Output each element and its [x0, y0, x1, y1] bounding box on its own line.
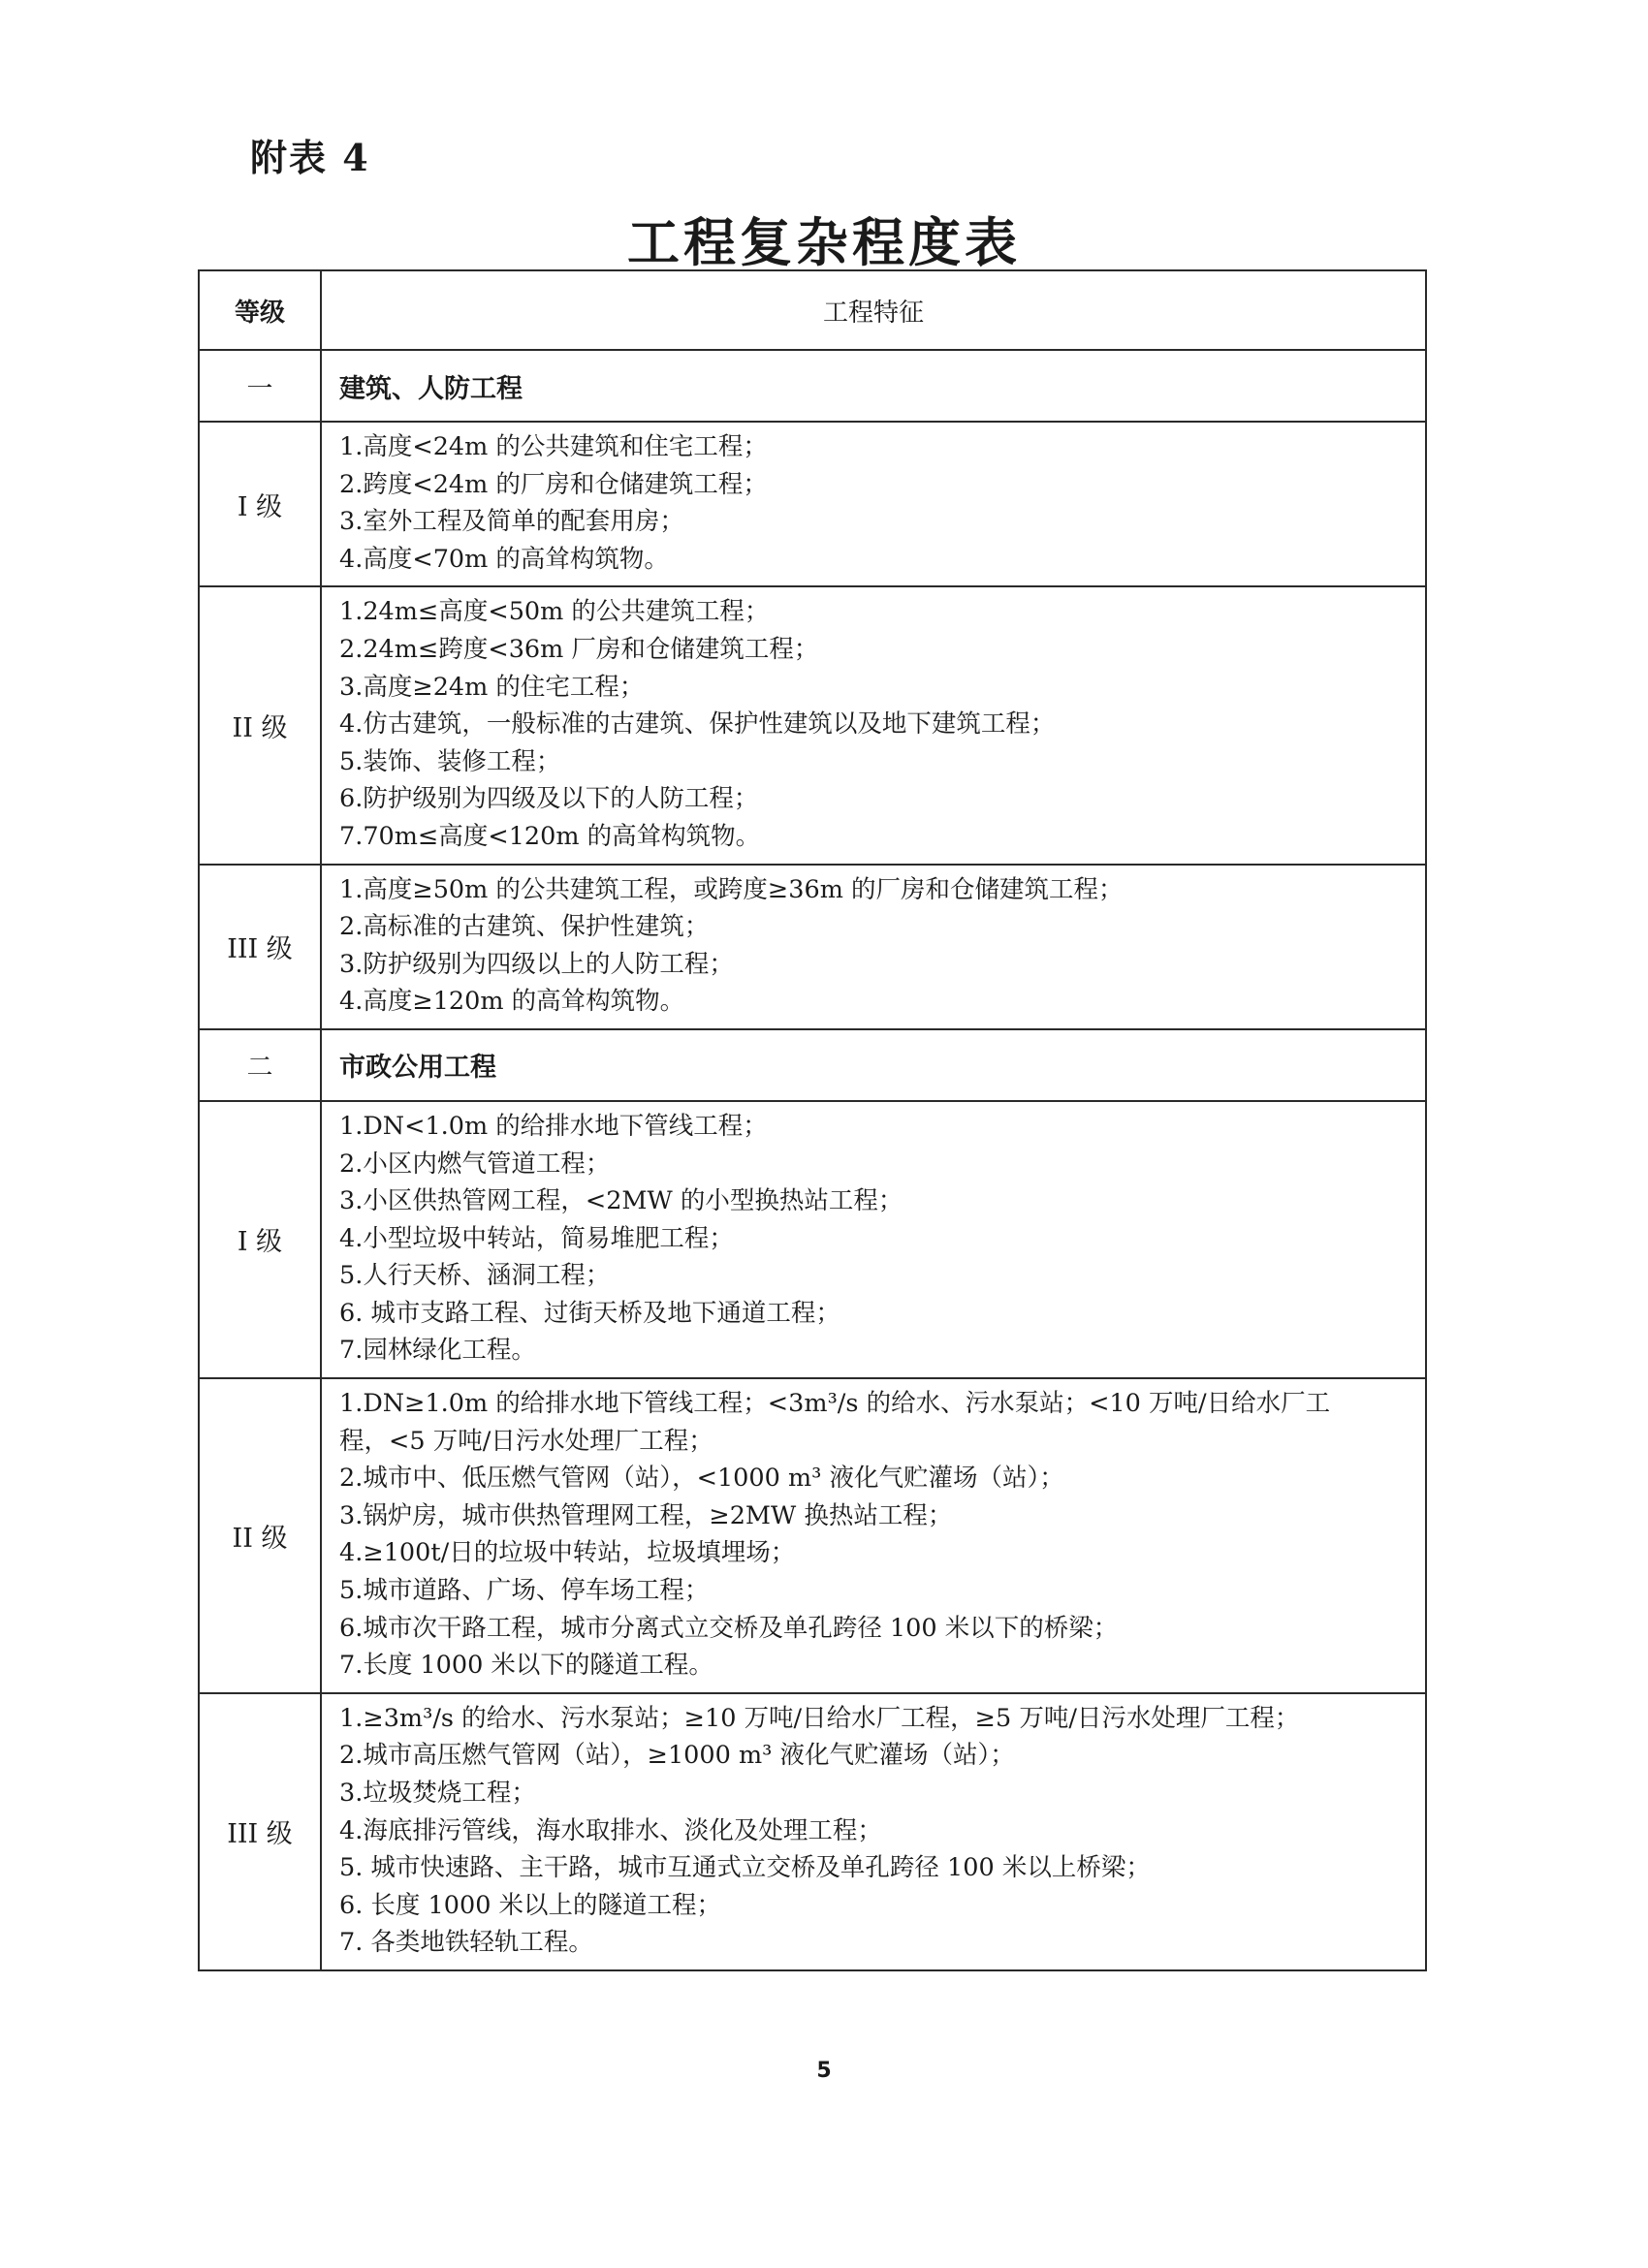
feature-line: 6. 长度 1000 米以上的隧道工程；: [339, 1890, 722, 1920]
feature-line: 3.垃圾焚烧工程；: [339, 1779, 536, 1808]
feature-line: 7. 各类地铁轻轨工程。: [339, 1928, 593, 1958]
feature-line: 5. 城市快速路、主干路，城市互通式立交桥及单孔跨径 100 米以上桥梁；: [339, 1853, 1151, 1883]
grade-label: I 级: [199, 422, 321, 586]
feature-line: 4.高度<70m 的高耸构筑物。: [339, 544, 669, 574]
section-row: [199, 350, 1426, 422]
grade-label: III 级: [199, 865, 321, 1029]
feature-line: 6.城市次干路工程，城市分离式立交桥及单孔跨径 100 米以下的桥梁；: [339, 1613, 1119, 1643]
feature-line: 3.室外工程及简单的配套用房；: [339, 507, 684, 537]
feature-line: 5.人行天桥、涵洞工程；: [339, 1261, 611, 1291]
table-row: [199, 1378, 1426, 1693]
feature-line: 2.城市高压燃气管网（站），≥1000 m³ 液化气贮灌场（站）；: [339, 1741, 1015, 1771]
grade-label: III 级: [199, 1693, 321, 1970]
grade-label: II 级: [199, 586, 321, 864]
feature-line: 2.24m≤跨度<36m 厂房和仓储建筑工程；: [339, 634, 819, 664]
section-title: 建筑、人防工程: [321, 350, 1426, 422]
table-body: [199, 350, 1426, 1970]
feature-line: 2.跨度<24m 的厂房和仓储建筑工程；: [339, 469, 768, 499]
header-grade: 等级: [199, 270, 321, 350]
appendix-label: 附表 4: [250, 136, 370, 179]
features-cell: [321, 865, 1426, 1029]
grade-label: I 级: [199, 1101, 321, 1378]
features-cell: [321, 422, 1426, 586]
feature-line: 2.城市中、低压燃气管网（站），<1000 m³ 液化气贮灌场（站）；: [339, 1464, 1064, 1494]
feature-line: 5.城市道路、广场、停车场工程；: [339, 1576, 710, 1606]
feature-line: 1.高度≥50m 的公共建筑工程，或跨度≥36m 的厂房和仓储建筑工程；: [339, 874, 1124, 904]
table-row: [199, 1693, 1426, 1970]
feature-line: 程，<5 万吨/日污水处理厂工程；: [339, 1426, 713, 1456]
feature-line: 4.小型垃圾中转站，简易堆肥工程；: [339, 1223, 734, 1253]
feature-line: 4.海底排污管线，海水取排水、淡化及处理工程；: [339, 1815, 882, 1845]
page-number: 5: [816, 2059, 832, 2083]
features-cell: [321, 586, 1426, 864]
feature-line: 1.高度<24m 的公共建筑和住宅工程；: [339, 432, 768, 461]
table-row: [199, 422, 1426, 586]
feature-line: 6. 城市支路工程、过街天桥及地下通道工程；: [339, 1298, 840, 1328]
feature-line: 1.DN≥1.0m 的给排水地下管线工程；<3m³/s 的给水、污水泵站；<10 万吨/日给水厂工: [339, 1389, 1331, 1419]
feature-line: 1.24m≤高度<50m 的公共建筑工程；: [339, 597, 770, 627]
features-cell: [321, 1693, 1426, 1970]
feature-line: 7.长度 1000 米以下的隧道工程。: [339, 1651, 713, 1681]
feature-line: 1.≥3m³/s 的给水、污水泵站；≥10 万吨/日给水厂工程，≥5 万吨/日污水处理厂工程；: [339, 1703, 1300, 1733]
feature-line: 2.高标准的古建筑、保护性建筑；: [339, 912, 710, 942]
table-row: [199, 865, 1426, 1029]
feature-line: 7.园林绿化工程。: [339, 1336, 536, 1366]
section-number: 二: [199, 1029, 321, 1101]
grade-label: II 级: [199, 1378, 321, 1693]
feature-line: 4.高度≥120m 的高耸构筑物。: [339, 987, 685, 1017]
features-cell: [321, 1378, 1426, 1693]
complexity-table: [198, 269, 1427, 1971]
feature-line: 1.DN<1.0m 的给排水地下管线工程；: [339, 1111, 768, 1141]
table-row: [199, 1101, 1426, 1378]
feature-line: 6.防护级别为四级及以下的人防工程；: [339, 784, 759, 814]
document-title: 工程复杂程度表: [627, 211, 1021, 273]
feature-line: 3.高度≥24m 的住宅工程；: [339, 672, 645, 702]
section-title: 市政公用工程: [321, 1029, 1426, 1101]
table-row: [199, 586, 1426, 864]
table-header-row: [199, 270, 1426, 350]
feature-line: 4.仿古建筑，一般标准的古建筑、保护性建筑以及地下建筑工程；: [339, 709, 1056, 740]
feature-line: 4.≥100t/日的垃圾中转站，垃圾填埋场；: [339, 1538, 796, 1568]
feature-line: 3.防护级别为四级以上的人防工程；: [339, 949, 734, 979]
feature-line: 3.锅炉房，城市供热管理网工程，≥2MW 换热站工程；: [339, 1500, 953, 1530]
features-cell: [321, 1101, 1426, 1378]
feature-line: 7.70m≤高度<120m 的高耸构筑物。: [339, 821, 761, 851]
feature-line: 5.装饰、装修工程；: [339, 746, 561, 776]
section-number: 一: [199, 350, 321, 422]
feature-line: 2.小区内燃气管道工程；: [339, 1149, 611, 1179]
section-row: [199, 1029, 1426, 1101]
header-features: 工程特征: [321, 270, 1426, 350]
feature-line: 3.小区供热管网工程，<2MW 的小型换热站工程；: [339, 1186, 903, 1216]
